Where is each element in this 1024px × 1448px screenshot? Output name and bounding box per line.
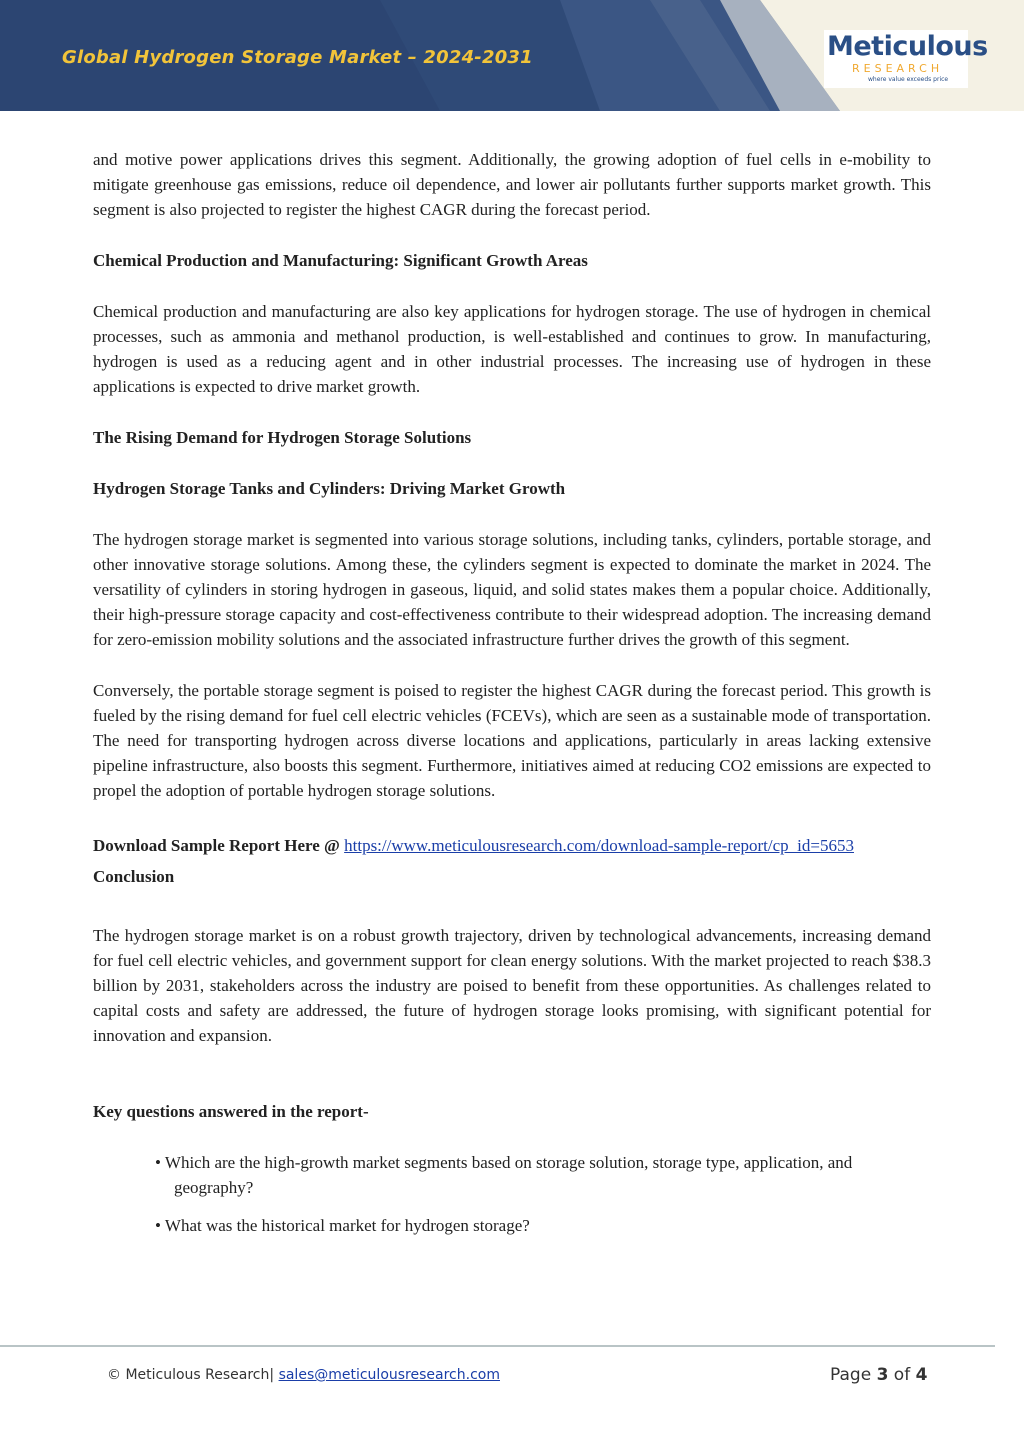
page-of: of [888, 1365, 916, 1385]
page-content [93, 147, 931, 1238]
paragraph-storage-tanks: The hydrogen storage market is segmented into various storage solutions, including tanks, cylinders, portable storage, and other innovative storage solutions. Among these, the cylinders segment is expected to dominate the market in 2024. The versatility of cylinders in storing hydrogen in gaseous, liquid, and solid states makes them a popular choice. Additionally, their high-pressure storage capacity and cost-effectiveness contribute to their widespread adoption. The increasing demand for zero-emission mobility solutions and the associated infrastructure further drives the growth of this segment. [93, 530, 931, 649]
paragraph-portable-storage: Conversely, the portable storage segment is poised to register the highest CAGR during the forecast period. This growth is fueled by the rising demand for fuel cell electric vehicles (FCEVs), which are seen as a sustainable mode of transportation. The need for transporting hydrogen across diverse locations and applications, particularly in areas lacking extensive pipeline infrastructure, also boosts this segment. Furthermore, initiatives aimed at reducing CO2 emissions are expected to propel the adoption of portable hydrogen storage solutions. [93, 681, 931, 800]
footer-copyright [107, 1367, 500, 1383]
paragraph-chemical-production: Chemical production and manufacturing are also key applications for hydrogen storage. The use of hydrogen in chemical processes, such as ammonia and methanol production, is well-established and continues to grow. In manufacturing, hydrogen is used as a reducing agent and in other industrial processes. The increasing use of hydrogen in these applications is expected to drive market growth. [93, 302, 931, 396]
paragraph-conclusion: The hydrogen storage market is on a robust growth trajectory, driven by technological advancements, increasing demand for fuel cell electric vehicles, and government support for clean energy solutions. With the market projected to reach $38.3 billion by 2031, stakeholders across the industry are poised to benefit from these opportunities. As challenges related to capital costs and safety are addressed, the future of hydrogen storage looks promising, with significant potential for innovation and expansion. [93, 926, 931, 1045]
copyright-text: © Meticulous Research| [107, 1367, 279, 1383]
logo-name: Meticulous [827, 31, 988, 62]
heading-storage-tanks: Hydrogen Storage Tanks and Cylinders: Driving Market Growth [93, 479, 566, 498]
page-total: 4 [915, 1365, 928, 1385]
heading-chemical-production: Chemical Production and Manufacturing: Significant Growth Areas [93, 251, 588, 270]
logo-tagline: where value exceeds price [868, 76, 949, 83]
download-sample-link[interactable]: https://www.meticulousresearch.com/download-sample-report/cp_id=5653 [344, 836, 854, 855]
download-label: Download Sample Report Here @ [93, 836, 345, 855]
logo-sub: RESEARCH [852, 62, 944, 75]
footer-divider [0, 1345, 995, 1347]
paragraph-intro: and motive power applications drives this segment. Additionally, the growing adoption of fuel cells in e-mobility to mitigate greenhouse gas emissions, reduce oil dependence, and lower air pollutants further supports market growth. This segment is also projected to register the highest CAGR during the forecast period. [93, 150, 931, 219]
bullet-icon: • [155, 1153, 165, 1172]
bullet-icon: • [155, 1216, 165, 1235]
list-item [93, 1213, 931, 1238]
heading-key-questions: Key questions answered in the report- [93, 1102, 369, 1121]
heading-rising-demand: The Rising Demand for Hydrogen Storage Solutions [93, 428, 472, 447]
question-text: Which are the high-growth market segments based on storage solution, storage type, application, and geography? [164, 1153, 853, 1197]
heading-conclusion: Conclusion [93, 867, 175, 886]
report-title: Global Hydrogen Storage Market – 2024-2031 [62, 47, 533, 68]
page-current: 3 [876, 1365, 889, 1385]
key-questions-list [93, 1150, 931, 1238]
page-number [830, 1365, 927, 1385]
page-header [0, 0, 1024, 111]
footer-email-link[interactable]: sales@meticulousresearch.com [278, 1367, 500, 1383]
page-prefix: Page [830, 1365, 877, 1385]
download-line [93, 829, 931, 862]
question-text: What was the historical market for hydrogen storage? [164, 1216, 530, 1235]
list-item [93, 1150, 931, 1200]
meticulous-research-logo [824, 30, 988, 88]
